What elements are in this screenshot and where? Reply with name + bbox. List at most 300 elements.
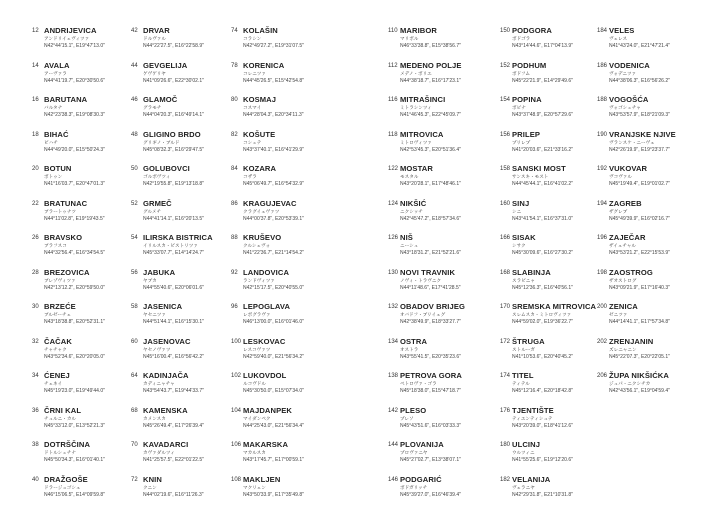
- entry-coordinates: N45°12'16.4", E20°18'42.8": [512, 388, 573, 394]
- index-entry: [388, 476, 468, 510]
- entry-place-name: KADINJAČA: [143, 372, 189, 380]
- entry-page-number: 110: [388, 27, 398, 35]
- entry-coordinates: N45°06'49.7", E16°54'32.9": [243, 181, 304, 187]
- entry-place-name: VUKOVAR: [609, 165, 647, 173]
- entry-katakana-name: ミトロヴィツァ: [400, 140, 432, 146]
- entry-place-name: ZAGREB: [609, 200, 642, 208]
- entry-katakana-name: ポドガリッチ: [400, 485, 427, 491]
- entry-katakana-name: ズレニャニン: [609, 347, 637, 353]
- entry-place-name: NIŠ: [400, 234, 413, 242]
- entry-coordinates: N45°08'32.3", E16°29'47.5": [143, 147, 204, 153]
- index-entry: [32, 27, 112, 62]
- index-entry: [32, 303, 112, 338]
- entry-coordinates: N45°43'51.6", E16°03'33.3": [400, 423, 461, 429]
- entry-katakana-name: スレムスカ・ミトロヴィツァ: [512, 312, 571, 318]
- index-entry: [597, 372, 677, 407]
- entry-katakana-name: ランドヴィツァ: [243, 278, 275, 284]
- index-entry: [131, 27, 211, 62]
- entry-page-number: 152: [500, 62, 510, 70]
- entry-place-name: BRZEĆE: [44, 303, 76, 311]
- entry-katakana-name: ドルヴァル: [143, 36, 166, 42]
- entry-page-number: 158: [500, 165, 510, 173]
- index-entry: [131, 234, 211, 269]
- entry-page-number: 52: [131, 200, 138, 208]
- entry-coordinates: N41°20'03.6", E21°33'16.2": [512, 147, 573, 153]
- entry-katakana-name: ジュパ・ニクシチカ: [609, 381, 650, 387]
- entry-place-name: ČRNI KAL: [44, 407, 81, 415]
- entry-page-number: 194: [597, 200, 607, 208]
- entry-coordinates: N45°12'36.3", E16°40'56.1": [512, 285, 573, 291]
- entry-katakana-name: ドラージュゴシェ: [44, 485, 80, 491]
- entry-katakana-name: ヤセノヴァツ: [143, 347, 170, 353]
- entry-page-number: 134: [388, 338, 398, 346]
- entry-page-number: 12: [32, 27, 39, 35]
- entry-coordinates: N42°59'40.0", E21°56'34.2": [243, 354, 304, 360]
- index-entry: [231, 269, 311, 304]
- entry-page-number: 30: [32, 303, 39, 311]
- index-entry: [597, 200, 677, 235]
- entry-page-number: 180: [500, 441, 510, 449]
- index-entry: [32, 96, 112, 131]
- entry-coordinates: N44°51'44.1", E16°15'30.1": [143, 319, 204, 325]
- entry-place-name: SREMSKA MITROVICA: [512, 303, 596, 311]
- entry-place-name: VELANIJA: [512, 476, 550, 484]
- entry-place-name: PLESO: [400, 407, 426, 415]
- entry-coordinates: N43°37'48.9", E20°57'29.6": [512, 112, 573, 118]
- entry-katakana-name: ブレゾヴィツァ: [44, 278, 76, 284]
- entry-place-name: KOSMAJ: [243, 96, 276, 104]
- entry-place-name: GEVGELIJA: [143, 62, 187, 70]
- index-entry: [500, 338, 580, 373]
- entry-place-name: KOLAŠIN: [243, 27, 278, 35]
- entry-page-number: 74: [231, 27, 238, 35]
- index-entry: [231, 338, 311, 373]
- entry-page-number: 124: [388, 200, 398, 208]
- entry-coordinates: N42°23'38.3", E19°08'30.3": [44, 112, 105, 118]
- entry-katakana-name: バルタナ: [44, 105, 62, 111]
- entry-page-number: 80: [231, 96, 238, 104]
- entry-coordinates: N44°11'02.8", E19°19'43.5": [44, 216, 105, 222]
- entry-katakana-name: コシュテ: [243, 140, 261, 146]
- entry-page-number: 196: [597, 234, 607, 242]
- index-entry: [131, 165, 211, 200]
- entry-place-name: KNIN: [143, 476, 162, 484]
- entry-katakana-name: カメンスカ: [143, 416, 166, 422]
- entry-page-number: 206: [597, 372, 607, 380]
- entry-page-number: 108: [231, 476, 241, 484]
- entry-page-number: 20: [32, 165, 39, 173]
- entry-page-number: 32: [32, 338, 39, 346]
- index-column-3: [231, 27, 311, 510]
- entry-place-name: OBADOV BRIJEG: [400, 303, 465, 311]
- entry-coordinates: N44°45'26.5", E15°42'54.8": [243, 78, 304, 84]
- index-entry: [231, 165, 311, 200]
- entry-page-number: 28: [32, 269, 39, 277]
- entry-katakana-name: ブルゼーチェ: [44, 312, 71, 318]
- entry-coordinates: N43°53'21.2", E22°15'53.9": [609, 250, 670, 256]
- entry-page-number: 202: [597, 338, 607, 346]
- entry-coordinates: N41°55'25.6", E19°12'20.6": [512, 457, 573, 463]
- index-entry: [500, 441, 580, 476]
- entry-place-name: ĆENEJ: [44, 372, 70, 380]
- entry-page-number: 96: [231, 303, 238, 311]
- index-entry: [231, 407, 311, 442]
- entry-katakana-name: レポグラヴァ: [243, 312, 271, 318]
- entry-place-name: DOTRŠČINA: [44, 441, 90, 449]
- entry-coordinates: N44°45'44.1", E16°41'02.2": [512, 181, 573, 187]
- entry-coordinates: N44°49'20.0", E15°50'24.3": [44, 147, 105, 153]
- entry-page-number: 82: [231, 131, 238, 139]
- entry-katakana-name: モスタル: [400, 174, 418, 180]
- entry-coordinates: N41°46'45.3", E22°45'09.7": [400, 112, 461, 118]
- index-entry: [597, 165, 677, 200]
- entry-coordinates: N44°55'40.6", E20°06'01.6": [143, 285, 204, 291]
- index-entry: [500, 407, 580, 442]
- entry-place-name: MAKLJEN: [243, 476, 280, 484]
- entry-coordinates: N46°13'00.0", E16°01'46.0": [243, 319, 304, 325]
- entry-place-name: BRAVSKO: [44, 234, 82, 242]
- entry-page-number: 72: [131, 476, 138, 484]
- index-entry: [131, 62, 211, 97]
- entry-coordinates: N42°19'55.8", E19°13'18.8": [143, 181, 204, 187]
- entry-page-number: 70: [131, 441, 138, 449]
- entry-coordinates: N42°45'47.2", E18°57'34.6": [400, 216, 461, 222]
- entry-place-name: MITROVICA: [400, 131, 444, 139]
- entry-coordinates: N46°33'38.8", E15°38'56.7": [400, 43, 461, 49]
- entry-coordinates: N45°22'07.3", E20°22'05.1": [609, 354, 670, 360]
- index-column-6: [597, 27, 677, 407]
- entry-coordinates: N43°55'41.5", E20°35'23.6": [400, 354, 461, 360]
- entry-coordinates: N42°29'31.8", E21°10'31.8": [512, 492, 573, 498]
- index-entry: [231, 234, 311, 269]
- entry-page-number: 92: [231, 269, 238, 277]
- index-entry: [500, 476, 580, 510]
- index-entry: [388, 131, 468, 166]
- index-entry: [32, 234, 112, 269]
- entry-katakana-name: ヴランスケ・ニーヴェ: [609, 140, 655, 146]
- entry-place-name: PODGORA: [512, 27, 552, 35]
- entry-place-name: PETROVA GORA: [400, 372, 462, 380]
- entry-katakana-name: オバドフ・ブリイェグ: [400, 312, 445, 318]
- index-entry: [500, 372, 580, 407]
- entry-place-name: KOZARA: [243, 165, 276, 173]
- entry-page-number: 16: [32, 96, 39, 104]
- entry-page-number: 122: [388, 165, 398, 173]
- entry-place-name: GLAMOČ: [143, 96, 177, 104]
- entry-page-number: 142: [388, 407, 398, 415]
- entry-page-number: 36: [32, 407, 39, 415]
- index-entry: [32, 441, 112, 476]
- entry-katakana-name: クラグイェヴァツ: [243, 209, 279, 215]
- index-entry: [388, 338, 468, 373]
- entry-katakana-name: チェネイ: [44, 381, 62, 387]
- entry-coordinates: N42°53'45.3", E20°51'36.4": [400, 147, 461, 153]
- entry-katakana-name: グリギノ・ブルド: [143, 140, 179, 146]
- entry-place-name: KAMENSKA: [143, 407, 188, 415]
- entry-place-name: GRMEČ: [143, 200, 172, 208]
- index-entry: [500, 269, 580, 304]
- entry-place-name: JASENOVAC: [143, 338, 191, 346]
- entry-place-name: PODGARIĆ: [400, 476, 442, 484]
- index-entry: [500, 303, 580, 338]
- entry-katakana-name: ティエンティシュテ: [512, 416, 553, 422]
- entry-page-number: 84: [231, 165, 238, 173]
- entry-place-name: ANDRIJEVICA: [44, 27, 97, 35]
- entry-page-number: 54: [131, 234, 138, 242]
- entry-place-name: KOŠUTE: [243, 131, 275, 139]
- entry-place-name: MARIBOR: [400, 27, 437, 35]
- entry-page-number: 146: [388, 476, 398, 484]
- entry-place-name: SISAK: [512, 234, 536, 242]
- entry-place-name: PLOVANIJA: [400, 441, 444, 449]
- entry-katakana-name: ポピナ: [512, 105, 526, 111]
- index-entry: [32, 407, 112, 442]
- entry-place-name: VOGOŠĆA: [609, 96, 649, 104]
- entry-katakana-name: ペトロヴァ・ゴラ: [400, 381, 437, 387]
- index-entry: [32, 165, 112, 200]
- entry-coordinates: N45°30'50.0", E15°07'34.0": [243, 388, 304, 394]
- index-entry: [131, 303, 211, 338]
- entry-place-name: TITEL: [512, 372, 534, 380]
- entry-place-name: ULCINJ: [512, 441, 540, 449]
- entry-katakana-name: クルシェヴォ: [243, 243, 270, 249]
- index-entry: [231, 200, 311, 235]
- entry-coordinates: N42°13'12.2", E20°59'50.0": [44, 285, 105, 291]
- entry-katakana-name: イリルスカ・ビストリツァ: [143, 243, 198, 249]
- entry-coordinates: N45°16'00.4", E16°56'42.2": [143, 354, 204, 360]
- entry-place-name: NIKŠIĆ: [400, 200, 426, 208]
- entry-katakana-name: ヴォゴシュチャ: [609, 105, 641, 111]
- entry-page-number: 40: [32, 476, 39, 484]
- entry-page-number: 46: [131, 96, 138, 104]
- entry-coordinates: N44°11'48.6", E17°41'28.5": [400, 285, 461, 291]
- entry-place-name: OSTRA: [400, 338, 427, 346]
- entry-place-name: LEPOGLAVA: [243, 303, 290, 311]
- entry-coordinates: N44°41'19.7", E20°30'50.6": [44, 78, 105, 84]
- entry-page-number: 138: [388, 372, 398, 380]
- entry-coordinates: N44°25'43.0", E21°56'34.4": [243, 423, 304, 429]
- entry-katakana-name: ヴェレス: [609, 36, 627, 42]
- entry-katakana-name: プロヴァニヤ: [400, 450, 428, 456]
- entry-page-number: 168: [500, 269, 510, 277]
- entry-place-name: LUKOVDOL: [243, 372, 286, 380]
- entry-coordinates: N45°18'38.0", E15°47'18.7": [400, 388, 461, 394]
- entry-page-number: 18: [32, 131, 39, 139]
- index-column-2: [131, 27, 211, 510]
- entry-place-name: PRILEP: [512, 131, 540, 139]
- index-entry: [597, 62, 677, 97]
- entry-katakana-name: マクリェン: [243, 485, 266, 491]
- index-entry: [500, 131, 580, 166]
- index-entry: [32, 476, 112, 510]
- index-entry: [500, 27, 580, 62]
- index-entry: [597, 131, 677, 166]
- index-entry: [388, 303, 468, 338]
- entry-katakana-name: コザラ: [243, 174, 257, 180]
- index-entry: [131, 372, 211, 407]
- entry-coordinates: N43°54'43.7", E19°44'33.7": [143, 388, 204, 394]
- entry-place-name: ZENICA: [609, 303, 638, 311]
- entry-coordinates: N44°04'20.3", E16°49'14.1": [143, 112, 204, 118]
- index-column-5: [500, 27, 580, 510]
- entry-place-name: DRVAR: [143, 27, 170, 35]
- index-entry: [388, 234, 468, 269]
- entry-place-name: POPINA: [512, 96, 542, 104]
- entry-katakana-name: マイダンペク: [243, 416, 271, 422]
- index-entry: [388, 200, 468, 235]
- entry-katakana-name: ゲヴゲリヤ: [143, 71, 166, 77]
- entry-page-number: 38: [32, 441, 39, 449]
- entry-katakana-name: レスコヴァツ: [243, 347, 270, 353]
- entry-page-number: 144: [388, 441, 398, 449]
- entry-coordinates: N46°15'06.5", E14°09'59.8": [44, 492, 105, 498]
- entry-coordinates: N43°53'57.9", E18°21'09.3": [609, 112, 670, 118]
- entry-katakana-name: コスマイ: [243, 105, 261, 111]
- index-entry: [32, 269, 112, 304]
- entry-page-number: 198: [597, 269, 607, 277]
- entry-place-name: ČAČAK: [44, 338, 72, 346]
- entry-coordinates: N42°43'56.1", E19°04'59.4": [609, 388, 670, 394]
- entry-place-name: SLABINJA: [512, 269, 551, 277]
- entry-coordinates: N41°22'36.7", E21°14'54.2": [243, 250, 304, 256]
- entry-place-name: TJENTIŠTE: [512, 407, 554, 415]
- index-entry: [388, 96, 468, 131]
- entry-coordinates: N45°50'34.3", E16°01'40.1": [44, 457, 105, 463]
- entry-place-name: DRAŽGOŠE: [44, 476, 88, 484]
- index-entry: [231, 372, 311, 407]
- index-entry: [131, 338, 211, 373]
- index-entry: [597, 27, 677, 62]
- entry-place-name: VRANJSKE NJIVE: [609, 131, 676, 139]
- entry-page-number: 78: [231, 62, 238, 70]
- entry-page-number: 42: [131, 27, 138, 35]
- entry-katakana-name: ニーシュ: [400, 243, 418, 249]
- entry-place-name: AVALA: [44, 62, 70, 70]
- entry-place-name: ŽUPA NIKŠIĆKA: [609, 372, 669, 380]
- index-entry: [231, 96, 311, 131]
- entry-page-number: 188: [597, 96, 607, 104]
- index-entry: [388, 407, 468, 442]
- entry-place-name: MOSTAR: [400, 165, 433, 173]
- entry-page-number: 64: [131, 372, 138, 380]
- entry-katakana-name: ウルツィニ: [512, 450, 535, 456]
- entry-page-number: 150: [500, 27, 510, 35]
- entry-page-number: 154: [500, 96, 510, 104]
- entry-coordinates: N45°22'21.9", E14°29'49.6": [512, 78, 573, 84]
- entry-coordinates: N41°25'57.5", E22°01'22.5": [143, 457, 204, 463]
- entry-katakana-name: オストラ: [400, 347, 418, 353]
- entry-place-name: JASENICA: [143, 303, 182, 311]
- entry-katakana-name: ティテル: [512, 381, 530, 387]
- entry-coordinates: N45°33'12.0", E13°52'21.3": [44, 423, 105, 429]
- index-entry: [231, 131, 311, 166]
- entry-page-number: 156: [500, 131, 510, 139]
- entry-page-number: 160: [500, 200, 510, 208]
- entry-coordinates: N43°52'34.6", E20°20'05.0": [44, 354, 105, 360]
- entry-katakana-name: マカルスカ: [243, 450, 266, 456]
- entry-page-number: 22: [32, 200, 39, 208]
- entry-place-name: BREZOVICA: [44, 269, 90, 277]
- entry-page-number: 130: [388, 269, 398, 277]
- entry-katakana-name: カディニャチャ: [143, 381, 175, 387]
- entry-page-number: 50: [131, 165, 138, 173]
- entry-page-number: 112: [388, 62, 398, 70]
- entry-page-number: 14: [32, 62, 39, 70]
- entry-page-number: 56: [131, 269, 138, 277]
- entry-coordinates: N42°49'27.2", E19°31'07.5": [243, 43, 304, 49]
- entry-katakana-name: クニン: [143, 485, 157, 491]
- entry-page-number: 88: [231, 234, 238, 242]
- entry-place-name: KRAGUJEVAC: [243, 200, 297, 208]
- entry-page-number: 48: [131, 131, 138, 139]
- entry-coordinates: N45°19'49.4", E19°01'02.7": [609, 181, 670, 187]
- entry-katakana-name: ヴォデニツァ: [609, 71, 636, 77]
- entry-place-name: BIHAĆ: [44, 131, 69, 139]
- index-entry: [231, 303, 311, 338]
- index-entry: [597, 234, 677, 269]
- index-entry: [131, 269, 211, 304]
- entry-coordinates: N44°22'27.5", E16°22'58.9": [143, 43, 204, 49]
- entry-place-name: JABUKA: [143, 269, 175, 277]
- entry-coordinates: N41°16'03.7", E20°47'01.3": [44, 181, 105, 187]
- entry-coordinates: N44°32'56.4", E16°34'54.5": [44, 250, 105, 256]
- entry-katakana-name: ザグレブ: [609, 209, 627, 215]
- entry-place-name: MEDENO POLJE: [400, 62, 462, 70]
- entry-coordinates: N45°39'27.0", E16°46'39.4": [400, 492, 461, 498]
- entry-coordinates: N44°28'04.3", E20°34'11.3": [243, 112, 304, 118]
- index-entry: [500, 200, 580, 235]
- entry-place-name: BARUTANA: [44, 96, 87, 104]
- entry-coordinates: N43°50'33.9", E17°35'49.8": [243, 492, 304, 498]
- index-entry: [500, 62, 580, 97]
- entry-katakana-name: スラビニャ: [512, 278, 535, 284]
- entry-page-number: 192: [597, 165, 607, 173]
- entry-katakana-name: ゼニツァ: [609, 312, 627, 318]
- entry-katakana-name: ビハチ: [44, 140, 58, 146]
- entry-katakana-name: ドトルシュチナ: [44, 450, 76, 456]
- entry-coordinates: N41°09'26.6", E22°30'02.1": [143, 78, 204, 84]
- entry-katakana-name: プリレプ: [512, 140, 530, 146]
- entry-coordinates: N43°41'54.1", E16°37'31.0": [512, 216, 573, 222]
- entry-page-number: 60: [131, 338, 138, 346]
- index-entry: [500, 96, 580, 131]
- index-column-1: [32, 27, 112, 510]
- entry-page-number: 118: [388, 131, 398, 139]
- entry-katakana-name: カヴァダルツィ: [143, 450, 175, 456]
- entry-place-name: ZRENJANIN: [609, 338, 653, 346]
- entry-coordinates: N44°02'19.6", E16°11'26.3": [143, 492, 204, 498]
- entry-place-name: BOTUN: [44, 165, 72, 173]
- entry-coordinates: N43°17'45.7", E17°00'59.1": [243, 457, 304, 463]
- entry-coordinates: N43°14'44.6", E17°04'13.9": [512, 43, 573, 49]
- entry-coordinates: N42°44'15.1", E19°47'13.0": [44, 43, 105, 49]
- entry-katakana-name: ヤブカ: [143, 278, 157, 284]
- entry-coordinates: N44°38'18.7", E16°17'23.1": [400, 78, 461, 84]
- entry-katakana-name: アンドリイェヴィツァ: [44, 36, 89, 42]
- entry-page-number: 126: [388, 234, 398, 242]
- entry-coordinates: N43°20'39.0", E18°41'12.6": [512, 423, 573, 429]
- entry-page-number: 86: [231, 200, 238, 208]
- entry-coordinates: N45°33'07.7", E14°14'24.7": [143, 250, 204, 256]
- index-entry: [597, 303, 677, 338]
- index-entry: [597, 96, 677, 131]
- entry-place-name: KAVADARCI: [143, 441, 188, 449]
- entry-page-number: 102: [231, 372, 241, 380]
- entry-katakana-name: ミトラシンツィ: [400, 105, 432, 111]
- entry-coordinates: N44°14'41.1", E17°57'34.8": [609, 319, 670, 325]
- entry-page-number: 132: [388, 303, 398, 311]
- entry-katakana-name: ニクシッチ: [400, 209, 423, 215]
